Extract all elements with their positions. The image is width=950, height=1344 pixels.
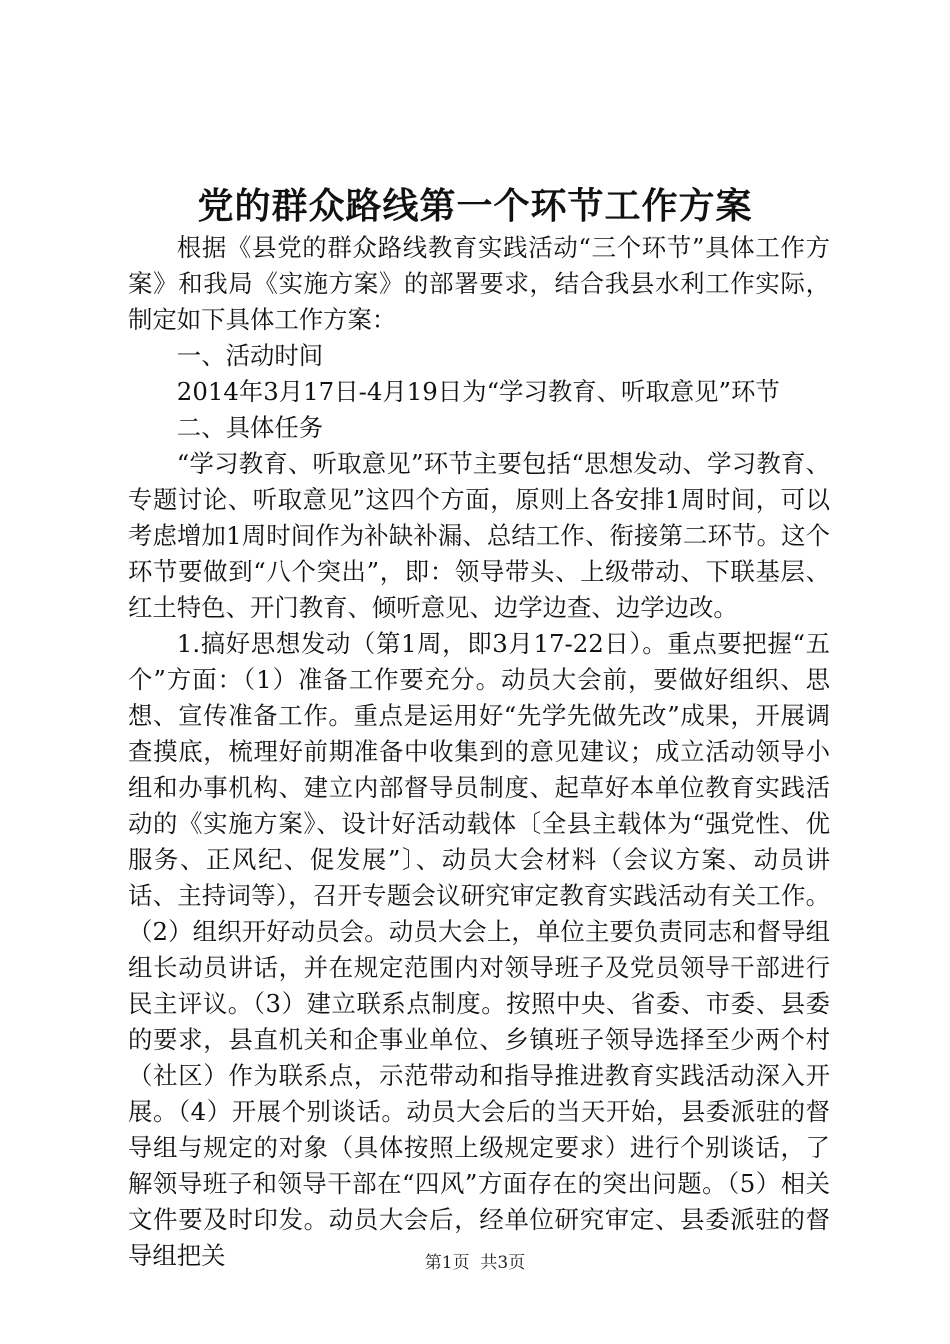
paragraph-activity-time: 2014年3月17日-4月19日为“学习教育、听取意见”环节 — [176, 377, 780, 406]
page-number: 第1页 — [424, 1253, 470, 1273]
document-body — [128, 230, 830, 1274]
page-footer — [0, 1251, 950, 1275]
paragraph-tasks-overview: “学习教育、听取意见”环节主要包括“思想发动、学习教育、专题讨论、听取意见”这四个方面，原则上各安排1周时间，可以考虑增加1周时间作为补缺补漏、总结工作、衔接第二环节。这个环节要做到“八个突出”，即：领导带头、上级带动、下联基层、红土特色、开门教育、倾听意见、边学边查、边学边改。 — [128, 449, 830, 622]
paragraph-intro: 根据《县党的群众路线教育实践活动“三个环节”具体工作方案》和我局《实施方案》的部署要求，结合我县水利工作实际，制定如下具体工作方案： — [128, 233, 830, 334]
section-heading-specific-tasks: 二、具体任务 — [176, 413, 324, 442]
paragraph-mobilization: 1.搞好思想发动（第1周，即3月17-22日）。重点要把握“五个”方面：（1）准备工作要充分。动员大会前，要做好组织、思想、宣传准备工作。重点是运用好“先学先做先改”成果，开展调查摸底，梳理好前期准备中收集到的意见建议；成立活动领导小组和办事机构、建立内部督导员制度、起草好本单位教育实践活动的《实施方案》、设计好活动载体〔全县主载体为“强党性、优服务、正风纪、促发展”〕、动员大会材料（会议方案、动员讲话、主持词等），召开专题会议研究审定教育实践活动有关工作。（2）组织开好动员会。动员大会上，单位主要负责同志和督导组组长动员讲话，并在规定范围内对领导班子及党员领导干部进行民主评议。（3）建立联系点制度。按照中央、省委、市委、县委的要求，县直机关和企事业单位、乡镇班子领导选择至少两个村（社区）作为联系点，示范带动和指导推进教育实践活动深入开展。（4）开展个别谈话。动员大会后的当天开始，县委派驻的督导组与规定的对象（具体按照上级规定要求）进行个别谈话，了解领导班子和领导干部在“四风”方面存在的突出问题。（5）相关文件要及时印发。动员大会后，经单位研究审定、县委派驻的督导组把关 — [128, 629, 830, 1270]
section-heading-activity-time: 一、活动时间 — [176, 341, 324, 370]
page-total: 共3页 — [480, 1253, 526, 1273]
page-title: 党的群众路线第一个环节工作方案 — [197, 186, 753, 227]
